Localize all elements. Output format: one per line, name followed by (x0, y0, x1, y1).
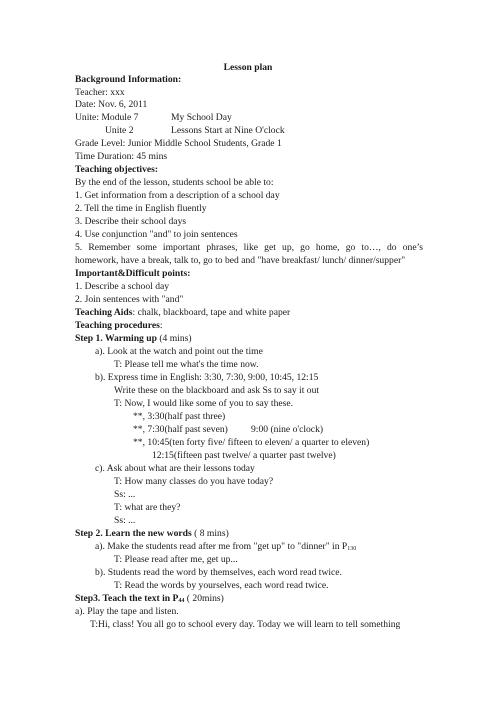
step3-title: Step3. Teach the text in P (75, 593, 179, 604)
objective-item: 1. Get information from a description of a school day (75, 190, 280, 201)
objective-item: 3. Describe their school days (75, 216, 187, 227)
step3-a-dialog: T:Hi, class! You all go to school every day. Today we will learn to tell something (90, 619, 401, 630)
time-answer: **, 7:30(half past seven) (133, 424, 228, 435)
grade-level-line: Grade Level: Junior Middle School Students, Grade 1 (75, 138, 282, 149)
step1-heading (75, 334, 192, 344)
unit-label: Unite 2 (105, 125, 134, 136)
step1-b-instruction: Write these on the blackboard and ask Ss to say it out (114, 385, 320, 396)
aids-text: : chalk, blackboard, tape and white paper (132, 307, 291, 318)
step1-b-dialog: T: Now, I would like some of you to say these. (114, 398, 294, 409)
step2-title: Step 2. Learn the new words (75, 528, 192, 539)
objectives-intro: By the end of the lesson, students school be able to: (75, 177, 274, 188)
important-heading: Important&Difficult points: (75, 268, 191, 279)
step3-page: 44 (178, 598, 185, 604)
procedures-heading (75, 321, 163, 331)
step1-title: Step 1. Warming up (75, 333, 157, 344)
step1-c-dialog: T: How many classes do you have today? (114, 476, 274, 487)
time-answer: 9:00 (nine o'clock) (251, 424, 324, 435)
step3-item-a: a). Play the tape and listen. (75, 606, 179, 617)
step1-item-a: a). Look at the watch and point out the time (95, 346, 263, 357)
step2-a-text: a). Make the students read after me from "get up" to "dinner" in P (95, 541, 348, 552)
background-heading: Background Information: (75, 74, 182, 85)
objective-item: 2. Tell the time in English fluently (75, 203, 207, 214)
objective-item-continued: homework, have a break, talk to, go to bed and "have breakfast/ lunch/ dinner/supper" (75, 255, 406, 266)
step2-item-b: b). Students read the word by themselves, each word read twice. (95, 567, 342, 578)
step2-item-a (95, 542, 356, 552)
step1-c-dialog: T: what are they? (114, 502, 181, 513)
step1-time: (4 mins) (156, 333, 192, 344)
step1-item-c: c). Ask about what are their lessons today (95, 463, 255, 474)
procedures-colon: : (159, 320, 163, 331)
important-point: 2. Join sentences with "and" (75, 294, 184, 305)
step1-a-dialog: T: Please tell me what's the time now. (114, 359, 259, 370)
time-answer: **, 10:45(ten forty five/ fifteen to eleven/ a quarter to eleven) (133, 437, 370, 448)
objectives-heading: Teaching objectives: (75, 164, 159, 175)
step1-c-dialog: Ss: ... (114, 489, 136, 500)
time-answer: **, 3:30(half past three) (133, 411, 226, 422)
document-title: Lesson plan (223, 62, 273, 73)
step2-time: ( 8 mins) (191, 528, 229, 539)
procedures-label: Teaching procedures (75, 320, 160, 331)
objective-item: 4. Use conjunction "and" to join sentences (75, 229, 238, 240)
date-line: Date: Nov. 6, 2011 (75, 99, 148, 110)
step2-b-dialog: T: Read the words by yourselves, each word read twice. (114, 580, 329, 591)
step2-a-dialog: T: Please read after me, get up... (114, 554, 238, 565)
unit-title: Lessons Start at Nine O'clock (171, 125, 285, 136)
step3-time: ( 20mins) (184, 593, 224, 604)
step1-item-b: b). Express time in English: 3:30, 7:30, 9:00, 10:45, 12:15 (95, 372, 319, 383)
step2-a-page: 130 (347, 546, 357, 552)
teacher-line: Teacher: xxx (75, 87, 125, 98)
time-duration-line: Time Duration: 45 mins (75, 151, 168, 162)
objective-item: 5. Remember some important phrases, like get up, go home, go to…, do one’s (75, 242, 423, 253)
step1-c-dialog: Ss: ... (114, 515, 136, 526)
time-answer: 12:15(fifteen past twelve/ a quarter past twelve) (152, 450, 336, 461)
unite-label: Unite: Module 7 (75, 112, 139, 123)
teaching-aids-line (75, 308, 290, 318)
step3-heading (75, 594, 224, 604)
step2-heading (75, 529, 229, 539)
unite-module-title: My School Day (171, 112, 232, 123)
important-point: 1. Describe a school day (75, 281, 170, 292)
aids-label: Teaching Aids (75, 307, 133, 318)
